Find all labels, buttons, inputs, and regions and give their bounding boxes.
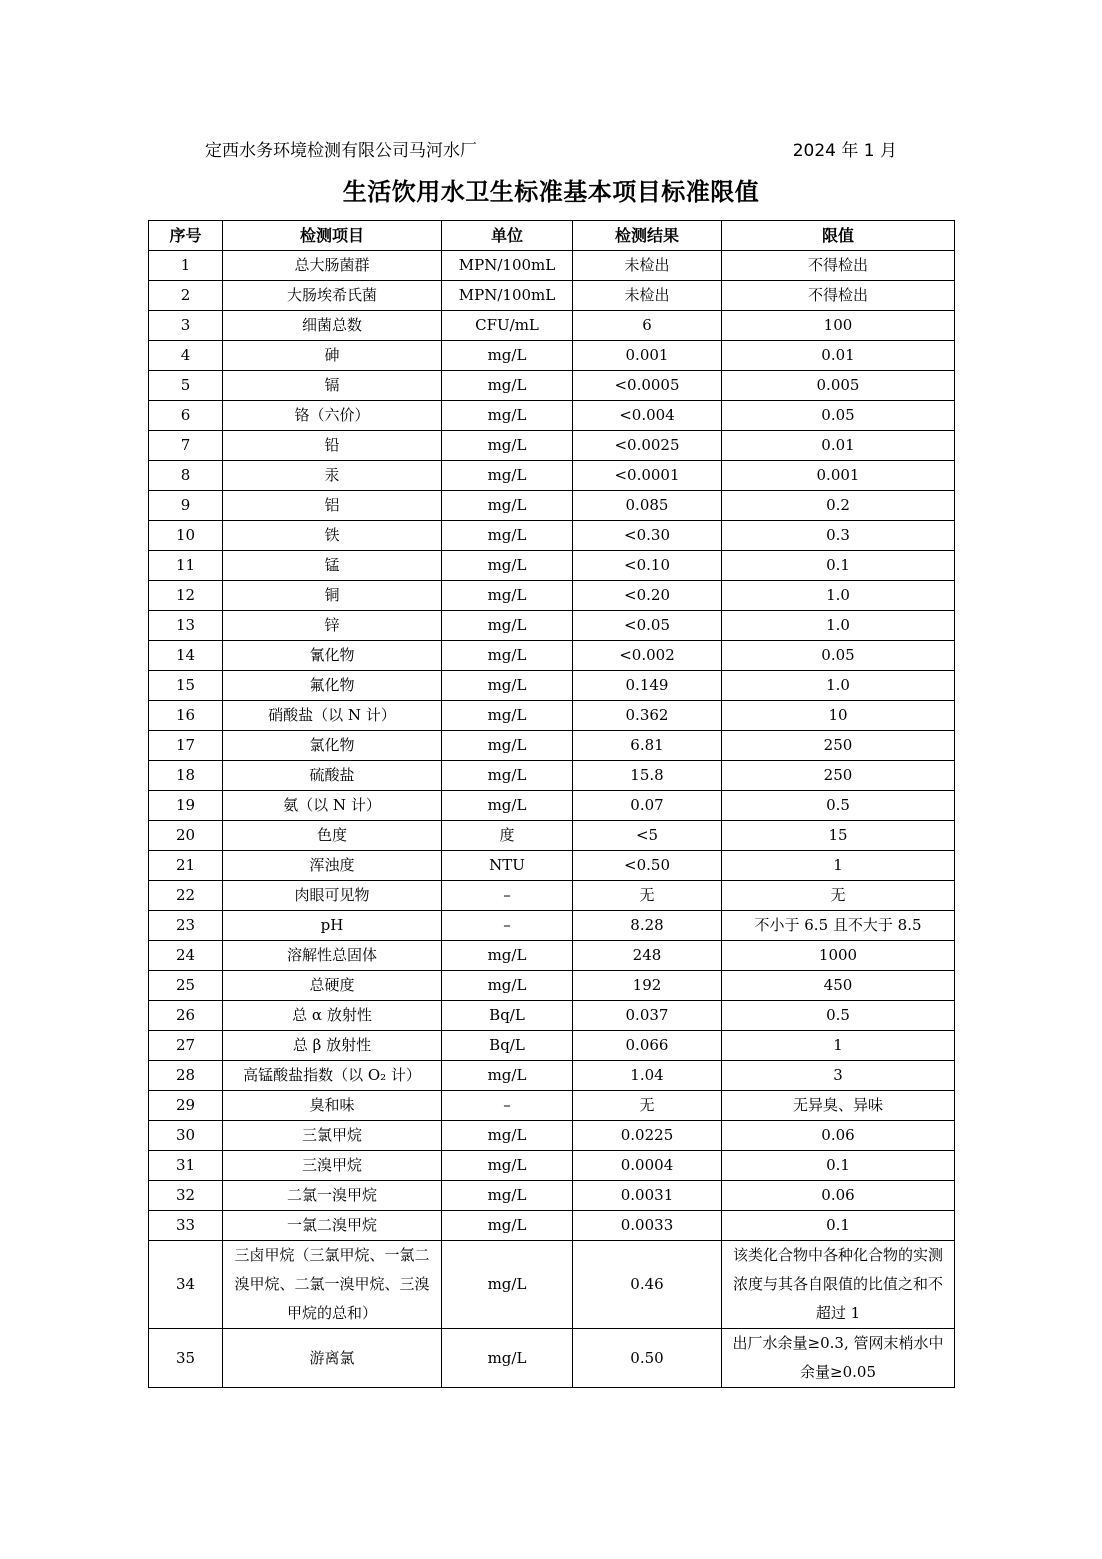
row-number: 35	[149, 1329, 223, 1388]
table-row	[149, 941, 955, 971]
table-row	[149, 761, 955, 791]
table-row	[149, 461, 955, 491]
row-result: <0.10	[573, 551, 722, 581]
column-header-result: 检测结果	[573, 221, 722, 251]
table-row	[149, 581, 955, 611]
row-unit: NTU	[442, 851, 573, 881]
row-limit: 10	[722, 701, 955, 731]
table-row	[149, 1241, 955, 1329]
row-item: 游离氯	[223, 1329, 442, 1388]
row-result: 未检出	[573, 251, 722, 281]
row-item: 砷	[223, 341, 442, 371]
row-limit: 不得检出	[722, 281, 955, 311]
table-row	[149, 1181, 955, 1211]
row-limit: 0.01	[722, 431, 955, 461]
row-result: 0.362	[573, 701, 722, 731]
row-item: 高锰酸盐指数（以 O₂ 计）	[223, 1061, 442, 1091]
row-limit: 1.0	[722, 581, 955, 611]
row-unit: mg/L	[442, 701, 573, 731]
row-result: 无	[573, 1091, 722, 1121]
row-unit: MPN/100mL	[442, 251, 573, 281]
row-result: 248	[573, 941, 722, 971]
row-result: <0.20	[573, 581, 722, 611]
row-item: 总 α 放射性	[223, 1001, 442, 1031]
table-row	[149, 551, 955, 581]
row-result: 0.0225	[573, 1121, 722, 1151]
row-unit: Bq/L	[442, 1031, 573, 1061]
row-result: 0.066	[573, 1031, 722, 1061]
table-row	[149, 641, 955, 671]
row-unit: mg/L	[442, 731, 573, 761]
table-body	[149, 251, 955, 1388]
table-row	[149, 1211, 955, 1241]
row-unit: mg/L	[442, 611, 573, 641]
table-row	[149, 521, 955, 551]
row-limit: 0.05	[722, 401, 955, 431]
row-limit: 250	[722, 761, 955, 791]
row-item: 锌	[223, 611, 442, 641]
row-limit: 1000	[722, 941, 955, 971]
row-number: 5	[149, 371, 223, 401]
row-limit: 0.05	[722, 641, 955, 671]
row-item: 铜	[223, 581, 442, 611]
row-number: 8	[149, 461, 223, 491]
row-limit: 3	[722, 1061, 955, 1091]
row-number: 24	[149, 941, 223, 971]
table-row	[149, 371, 955, 401]
row-number: 9	[149, 491, 223, 521]
row-number: 25	[149, 971, 223, 1001]
row-number: 10	[149, 521, 223, 551]
table-row	[149, 1121, 955, 1151]
table-row	[149, 791, 955, 821]
table-row	[149, 1061, 955, 1091]
row-limit: 0.06	[722, 1121, 955, 1151]
row-number: 34	[149, 1241, 223, 1329]
row-limit: 0.005	[722, 371, 955, 401]
row-result: 0.50	[573, 1329, 722, 1388]
row-result: 6	[573, 311, 722, 341]
row-result: <0.0005	[573, 371, 722, 401]
row-item: 细菌总数	[223, 311, 442, 341]
row-limit: 无异臭、异味	[722, 1091, 955, 1121]
row-item: 总大肠菌群	[223, 251, 442, 281]
row-number: 7	[149, 431, 223, 461]
organization-name: 定西水务环境检测有限公司马河水厂	[205, 141, 477, 161]
row-result: 0.001	[573, 341, 722, 371]
row-number: 20	[149, 821, 223, 851]
row-number: 31	[149, 1151, 223, 1181]
row-result: <0.05	[573, 611, 722, 641]
row-unit: mg/L	[442, 641, 573, 671]
row-limit: 15	[722, 821, 955, 851]
table-row	[149, 821, 955, 851]
row-result: 15.8	[573, 761, 722, 791]
row-unit: mg/L	[442, 671, 573, 701]
row-item: 二氯一溴甲烷	[223, 1181, 442, 1211]
row-unit: –	[442, 1091, 573, 1121]
table-row	[149, 671, 955, 701]
row-item: 镉	[223, 371, 442, 401]
table-row	[149, 971, 955, 1001]
table-row	[149, 311, 955, 341]
table-row	[149, 491, 955, 521]
row-limit: 不得检出	[722, 251, 955, 281]
row-number: 19	[149, 791, 223, 821]
row-limit: 100	[722, 311, 955, 341]
row-result: 6.81	[573, 731, 722, 761]
row-result: <0.50	[573, 851, 722, 881]
row-item: 大肠埃希氏菌	[223, 281, 442, 311]
row-limit: 1.0	[722, 671, 955, 701]
row-number: 12	[149, 581, 223, 611]
row-number: 15	[149, 671, 223, 701]
row-result: 0.07	[573, 791, 722, 821]
row-number: 2	[149, 281, 223, 311]
row-item: 铬（六价）	[223, 401, 442, 431]
row-result: <0.0025	[573, 431, 722, 461]
document-title: 生活饮用水卫生标准基本项目标准限值	[342, 178, 760, 206]
row-limit: 1	[722, 851, 955, 881]
table-row	[149, 341, 955, 371]
row-limit: 1.0	[722, 611, 955, 641]
row-limit: 1	[722, 1031, 955, 1061]
row-number: 28	[149, 1061, 223, 1091]
row-result: 0.46	[573, 1241, 722, 1329]
row-item: 三溴甲烷	[223, 1151, 442, 1181]
row-item: 总 β 放射性	[223, 1031, 442, 1061]
row-result: 0.0031	[573, 1181, 722, 1211]
row-number: 14	[149, 641, 223, 671]
row-result: <0.002	[573, 641, 722, 671]
row-result: 0.037	[573, 1001, 722, 1031]
row-item: 浑浊度	[223, 851, 442, 881]
row-unit: mg/L	[442, 461, 573, 491]
row-number: 16	[149, 701, 223, 731]
row-number: 17	[149, 731, 223, 761]
row-unit: mg/L	[442, 1211, 573, 1241]
table-row	[149, 731, 955, 761]
row-item: 铅	[223, 431, 442, 461]
row-item: 氟化物	[223, 671, 442, 701]
row-item: 肉眼可见物	[223, 881, 442, 911]
row-unit: CFU/mL	[442, 311, 573, 341]
table-header	[149, 221, 955, 251]
table-row	[149, 611, 955, 641]
row-unit: mg/L	[442, 1121, 573, 1151]
row-number: 32	[149, 1181, 223, 1211]
row-result: <0.0001	[573, 461, 722, 491]
row-item: 氰化物	[223, 641, 442, 671]
table-row	[149, 1151, 955, 1181]
row-result: <5	[573, 821, 722, 851]
table-row	[149, 1329, 955, 1388]
row-unit: mg/L	[442, 1329, 573, 1388]
row-result: 0.0004	[573, 1151, 722, 1181]
row-unit: 度	[442, 821, 573, 851]
table-row	[149, 701, 955, 731]
row-number: 26	[149, 1001, 223, 1031]
row-result: 0.085	[573, 491, 722, 521]
row-limit: 出厂水余量≥0.3, 管网末梢水中余量≥0.05	[722, 1329, 955, 1388]
row-unit: mg/L	[442, 581, 573, 611]
row-number: 6	[149, 401, 223, 431]
row-result: <0.30	[573, 521, 722, 551]
row-limit: 0.1	[722, 1211, 955, 1241]
row-result: 无	[573, 881, 722, 911]
row-number: 18	[149, 761, 223, 791]
row-number: 11	[149, 551, 223, 581]
row-number: 22	[149, 881, 223, 911]
row-unit: mg/L	[442, 1241, 573, 1329]
row-limit: 不小于 6.5 且不大于 8.5	[722, 911, 955, 941]
row-number: 23	[149, 911, 223, 941]
row-number: 21	[149, 851, 223, 881]
row-limit: 250	[722, 731, 955, 761]
row-result: 未检出	[573, 281, 722, 311]
column-header-unit: 单位	[442, 221, 573, 251]
row-number: 33	[149, 1211, 223, 1241]
row-item: 三氯甲烷	[223, 1121, 442, 1151]
row-number: 29	[149, 1091, 223, 1121]
row-item: 汞	[223, 461, 442, 491]
row-result: 8.28	[573, 911, 722, 941]
row-number: 27	[149, 1031, 223, 1061]
row-unit: mg/L	[442, 1151, 573, 1181]
row-item: 硫酸盐	[223, 761, 442, 791]
table-row	[149, 431, 955, 461]
row-limit: 0.5	[722, 1001, 955, 1031]
row-limit: 0.1	[722, 551, 955, 581]
row-unit: –	[442, 881, 573, 911]
row-unit: mg/L	[442, 341, 573, 371]
row-item: 硝酸盐（以 N 计）	[223, 701, 442, 731]
table-row	[149, 881, 955, 911]
row-item: 氨（以 N 计）	[223, 791, 442, 821]
row-limit: 0.001	[722, 461, 955, 491]
row-item: 铝	[223, 491, 442, 521]
row-number: 4	[149, 341, 223, 371]
row-item: 三卤甲烷（三氯甲烷、一氯二溴甲烷、二氯一溴甲烷、三溴甲烷的总和）	[223, 1241, 442, 1329]
table-row	[149, 1001, 955, 1031]
row-result: <0.004	[573, 401, 722, 431]
report-date: 2024 年 1 月	[792, 141, 897, 161]
report-header	[205, 136, 897, 160]
row-result: 0.149	[573, 671, 722, 701]
row-unit: mg/L	[442, 761, 573, 791]
row-item: 溶解性总固体	[223, 941, 442, 971]
row-item: pH	[223, 911, 442, 941]
row-limit: 0.06	[722, 1181, 955, 1211]
table-row	[149, 911, 955, 941]
row-result: 0.0033	[573, 1211, 722, 1241]
table-row	[149, 281, 955, 311]
row-item: 一氯二溴甲烷	[223, 1211, 442, 1241]
row-unit: Bq/L	[442, 1001, 573, 1031]
row-unit: mg/L	[442, 1181, 573, 1211]
header-row	[149, 221, 955, 251]
row-unit: mg/L	[442, 551, 573, 581]
column-header-limit: 限值	[722, 221, 955, 251]
row-result: 1.04	[573, 1061, 722, 1091]
table-row	[149, 851, 955, 881]
row-unit: mg/L	[442, 431, 573, 461]
row-unit: mg/L	[442, 521, 573, 551]
table-row	[149, 1091, 955, 1121]
table-row	[149, 1031, 955, 1061]
row-item: 氯化物	[223, 731, 442, 761]
row-number: 30	[149, 1121, 223, 1151]
row-unit: –	[442, 911, 573, 941]
row-result: 192	[573, 971, 722, 1001]
water-quality-table	[148, 220, 955, 1388]
row-unit: mg/L	[442, 791, 573, 821]
row-limit: 该类化合物中各种化合物的实测浓度与其各自限值的比值之和不超过 1	[722, 1241, 955, 1329]
table-row	[149, 251, 955, 281]
row-number: 13	[149, 611, 223, 641]
row-unit: mg/L	[442, 401, 573, 431]
row-limit: 0.01	[722, 341, 955, 371]
row-unit: mg/L	[442, 1061, 573, 1091]
row-limit: 0.1	[722, 1151, 955, 1181]
row-unit: mg/L	[442, 971, 573, 1001]
row-item: 色度	[223, 821, 442, 851]
row-item: 铁	[223, 521, 442, 551]
row-number: 1	[149, 251, 223, 281]
table-row	[149, 401, 955, 431]
row-item: 锰	[223, 551, 442, 581]
row-unit: mg/L	[442, 941, 573, 971]
row-unit: MPN/100mL	[442, 281, 573, 311]
column-header-number: 序号	[149, 221, 223, 251]
row-limit: 无	[722, 881, 955, 911]
column-header-item: 检测项目	[223, 221, 442, 251]
row-unit: mg/L	[442, 371, 573, 401]
row-limit: 450	[722, 971, 955, 1001]
row-number: 3	[149, 311, 223, 341]
row-limit: 0.2	[722, 491, 955, 521]
row-limit: 0.3	[722, 521, 955, 551]
row-item: 总硬度	[223, 971, 442, 1001]
row-unit: mg/L	[442, 491, 573, 521]
row-limit: 0.5	[722, 791, 955, 821]
row-item: 臭和味	[223, 1091, 442, 1121]
